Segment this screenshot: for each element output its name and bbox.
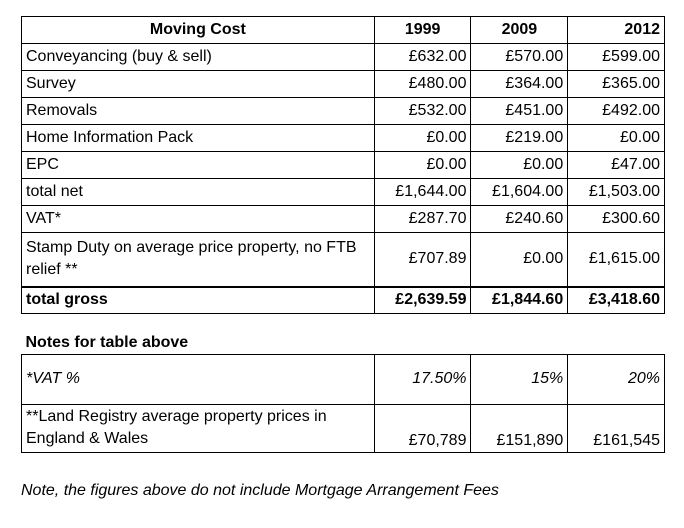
cell-2009: 15%: [471, 354, 568, 404]
cell-2012: £1,615.00: [568, 233, 665, 287]
cell-1999: £0.00: [374, 152, 471, 179]
cell-2009: £451.00: [471, 98, 568, 125]
header-2012: 2012: [568, 17, 665, 44]
row-label: Home Information Pack: [22, 125, 375, 152]
notes-title: Notes for table above: [22, 326, 375, 354]
cell-2009: £364.00: [471, 71, 568, 98]
table-row: [22, 44, 665, 71]
header-2009: 2009: [471, 17, 568, 44]
footnote: Note, the figures above do not include Mortgage Arrangement Fees: [21, 482, 499, 499]
cell-2009: £151,890: [471, 404, 568, 452]
cell-1999: £532.00: [374, 98, 471, 125]
row-label: Stamp Duty on average price property, no FTB relief **: [22, 233, 375, 287]
cell-1999: £707.89: [374, 233, 471, 287]
cell-1999: £480.00: [374, 71, 471, 98]
table-row: [22, 179, 665, 206]
row-label: Survey: [22, 71, 375, 98]
cell-2009: £240.60: [471, 206, 568, 233]
cell-1999: £2,639.59: [374, 287, 471, 314]
table-row: [22, 354, 665, 404]
cell-1999: £632.00: [374, 44, 471, 71]
notes-table: [21, 326, 665, 453]
total-gross-row: [22, 287, 665, 314]
table-row: [22, 233, 665, 287]
table-row: [22, 404, 665, 452]
cell-1999: £287.70: [374, 206, 471, 233]
cell-2012: £161,545: [568, 404, 665, 452]
empty-cell: [568, 326, 665, 354]
cell-1999: 17.50%: [374, 354, 471, 404]
cell-2009: £1,844.60: [471, 287, 568, 314]
header-moving-cost: Moving Cost: [22, 17, 375, 44]
cell-1999: £70,789: [374, 404, 471, 452]
cell-2012: £3,418.60: [568, 287, 665, 314]
row-label: Conveyancing (buy & sell): [22, 44, 375, 71]
cell-2012: £1,503.00: [568, 179, 665, 206]
notes-title-row: [22, 326, 665, 354]
cell-2009: £570.00: [471, 44, 568, 71]
cell-2012: 20%: [568, 354, 665, 404]
cell-2012: £47.00: [568, 152, 665, 179]
cell-1999: £0.00: [374, 125, 471, 152]
row-label: EPC: [22, 152, 375, 179]
row-label: total net: [22, 179, 375, 206]
cell-2012: £0.00: [568, 125, 665, 152]
cell-2009: £219.00: [471, 125, 568, 152]
moving-cost-table: [21, 16, 665, 314]
header-1999: 1999: [374, 17, 471, 44]
cell-2009: £0.00: [471, 152, 568, 179]
cell-2009: £0.00: [471, 233, 568, 287]
table-row: [22, 71, 665, 98]
empty-cell: [471, 326, 568, 354]
header-row: [22, 17, 665, 44]
table-row: [22, 206, 665, 233]
row-label: *VAT %: [22, 354, 375, 404]
cell-2012: £492.00: [568, 98, 665, 125]
row-label: Removals: [22, 98, 375, 125]
cell-2012: £599.00: [568, 44, 665, 71]
row-label: VAT*: [22, 206, 375, 233]
table-row: [22, 98, 665, 125]
row-label: **Land Registry average property prices in England & Wales: [22, 404, 375, 452]
cell-2009: £1,604.00: [471, 179, 568, 206]
cell-1999: £1,644.00: [374, 179, 471, 206]
table-row: [22, 152, 665, 179]
row-label: total gross: [22, 287, 375, 314]
cell-2012: £365.00: [568, 71, 665, 98]
cell-2012: £300.60: [568, 206, 665, 233]
empty-cell: [374, 326, 471, 354]
table-row: [22, 125, 665, 152]
